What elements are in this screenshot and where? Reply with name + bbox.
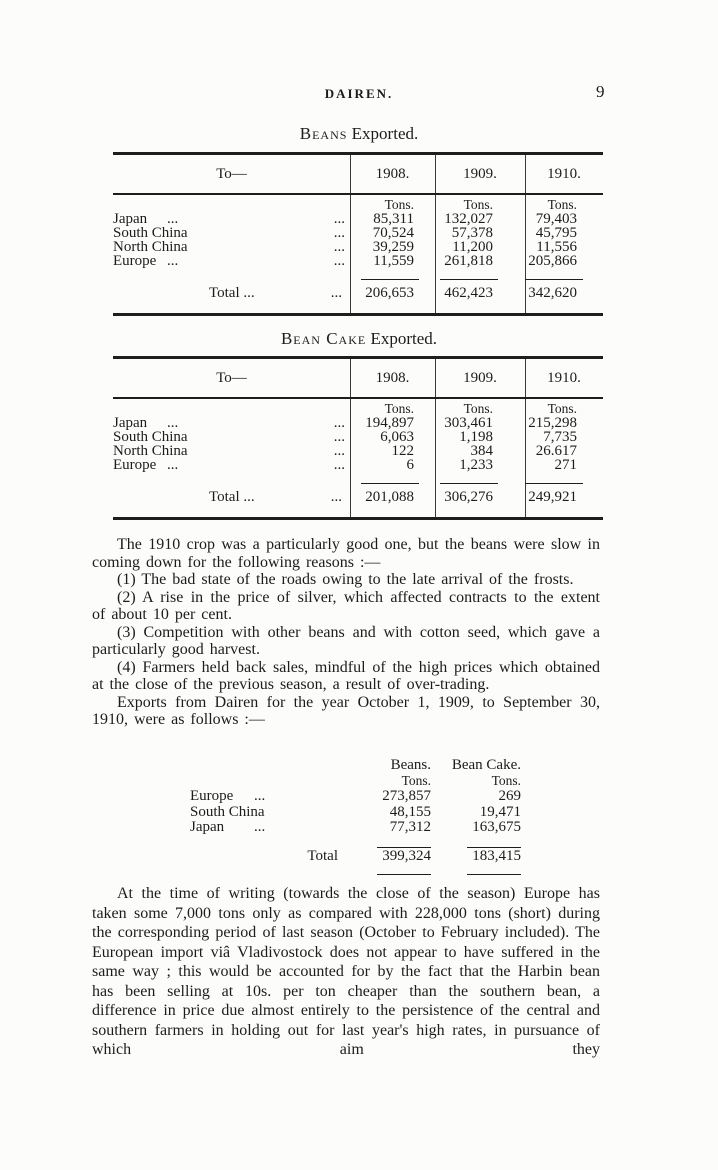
dot-leader: ... [333,253,345,269]
summary-bottom-rules [190,865,530,875]
title-smallcaps: Bean Cake [280,329,367,348]
total-separator-row [113,472,603,484]
title-rest: Exported. [347,124,419,143]
value-cell: 11,200 [452,239,493,255]
table-row [113,254,603,268]
tons-label: Tons. [463,401,493,416]
value-cell: 6 [406,457,414,473]
dot-leader: ... [254,819,266,835]
total-value: 201,088 [365,488,414,505]
paragraph: At the time of writing (towards the close of the season) Europe has taken some 7,000 tons only as compared with 228,000 tons (short) during the corresponding period of last season (October to February included). The European import viâ Vladivostock does not appear to have suffered in the same way ; this would be accounted for by the fact that the Harbin bean has been selling at 10s. per ton cheaper than the southern bean, a difference in price due almost entirely to the persistence of the central and southern farmers in holding out for last year's high rates, in pursuance of which aim they [92,885,600,1058]
dot-leader: ... [167,211,179,227]
beans-column-header: Beans. [390,757,431,773]
destination-label: Europe [113,457,157,473]
tons-unit-row [113,401,603,416]
dot-leader: ... [333,429,345,445]
value-cell: 79,403 [535,211,577,227]
paragraph: (1) The bad state of the roads owing to the late arrival of the frosts. [117,571,574,588]
paragraph: (4) Farmers held back sales, mindful of the high prices which obtained at the close of the previous season, a result of over-trading. [92,658,600,693]
title-smallcaps: Beans [299,124,348,143]
running-head: DAIREN. [324,86,394,101]
table-row [113,430,603,444]
tons-label: Tons. [384,401,414,416]
dot-leader: ... [333,239,345,255]
value-cell: 384 [470,443,493,459]
value-cell: 271 [554,457,577,473]
total-row [113,280,603,306]
total-label: Total ... [209,488,255,505]
paragraph: The 1910 crop was a particularly good one, but the beans were slow in coming down for the following reasons :— [92,536,600,571]
paragraph: (2) A rise in the price of silver, which affected contracts to the extent of about 10 per cent. [92,588,600,623]
destination-label: South China [190,803,265,820]
dot-leader: ... [333,225,345,241]
destination-label: Europe [190,788,234,804]
beans-exported-table [113,152,603,316]
total-value: 342,620 [528,284,577,301]
value-cell: 39,259 [372,239,414,255]
total-value: 462,423 [444,284,493,301]
destination-label: Europe [113,253,157,269]
paragraph: (3) Competition with other beans and with cotton seed, which gave a particularly good harvest. [92,623,600,658]
tons-label: Tons. [547,197,577,212]
to-column-header: To— [216,165,247,182]
bean-cake-column-header: Bean Cake. [451,757,521,773]
dot-leader: ... [330,284,342,301]
dot-leader: ... [254,788,266,804]
destination-label: South China [113,429,188,445]
year-column-header: 1909. [463,369,497,386]
destination-label: Japan [113,415,148,431]
year-column-header: 1908. [375,369,410,386]
total-separator-row [113,268,603,280]
total-value: 399,324 [382,847,431,864]
value-cell: 7,735 [543,429,577,445]
table-row [113,212,603,226]
title-rest: Exported. [366,329,438,348]
destination-label: Japan [113,211,148,227]
value-cell: 6,063 [380,429,414,445]
dot-leader: ... [333,443,345,459]
dot-leader: ... [333,415,345,431]
dot-leader: ... [333,457,345,473]
table-header-row [113,359,603,399]
total-label: Total ... [209,284,255,301]
dot-leader: ... [167,253,179,269]
beans-table-title [115,124,603,144]
summary-row [190,820,530,836]
value-cell: 26.617 [535,443,577,459]
bean-cake-exported-table [113,356,603,520]
value-cell: 1,233 [459,457,493,473]
exports-summary-table [190,757,530,875]
tons-label: Tons. [384,197,414,212]
value-cell: 11,559 [373,253,414,269]
value-cell: 45,795 [535,225,577,241]
destination-label: Japan [190,819,225,835]
dot-leader: ... [167,415,179,431]
table-header-row [113,155,603,195]
total-rule [467,874,521,875]
table-row [113,444,603,458]
value-cell: 1,198 [459,429,493,445]
year-column-header: 1910. [547,369,581,386]
value-cell: 303,461 [444,415,493,431]
value-cell: 85,311 [373,211,414,227]
value-cell: 163,675 [472,819,521,835]
total-value: 183,415 [472,847,521,864]
summary-tons-row [190,773,530,789]
value-cell: 57,378 [451,225,493,241]
to-column-header: To— [216,369,247,386]
destination-label: South China [113,225,188,241]
summary-total-separator [190,836,530,848]
page-number: 9 [596,82,605,101]
total-row [113,484,603,510]
total-label: Total [307,847,338,864]
value-cell: 215,298 [528,415,577,431]
paragraph: Exports from Dairen for the year October 1, 1909, to September 30, 1910, were as follows :— [92,693,600,728]
destination-label: North China [113,443,188,459]
summary-row [190,789,530,805]
destination-label: North China [113,239,188,255]
value-cell: 11,556 [536,239,577,255]
dot-leader: ... [330,488,342,505]
total-rule [377,874,431,875]
value-cell: 269 [498,788,521,804]
summary-row [190,805,530,821]
value-cell: 77,312 [389,819,431,835]
value-cell: 273,857 [382,788,431,804]
value-cell: 205,866 [528,253,577,269]
value-cell: 132,027 [444,211,493,227]
tons-label: Tons. [401,773,431,788]
table-row [113,416,603,430]
table-row [113,458,603,472]
tons-label: Tons. [547,401,577,416]
total-value: 306,276 [444,488,493,505]
total-value: 249,921 [528,488,577,505]
table-row [113,226,603,240]
bean-cake-table-title [115,329,603,349]
value-cell: 19,471 [479,803,521,820]
tons-unit-row [113,197,603,212]
dot-leader: ... [333,211,345,227]
value-cell: 48,155 [389,803,431,820]
value-cell: 122 [391,443,414,459]
year-column-header: 1908. [375,165,410,182]
body-text [92,536,600,729]
total-value: 206,653 [365,284,414,301]
value-cell: 70,524 [372,225,414,241]
summary-total-row [190,848,530,865]
closing-text [92,884,600,1060]
value-cell: 261,818 [444,253,493,269]
tons-label: Tons. [491,773,521,788]
summary-header-row [190,757,530,773]
tons-label: Tons. [463,197,493,212]
year-column-header: 1910. [547,165,581,182]
dot-leader: ... [167,457,179,473]
year-column-header: 1909. [463,165,497,182]
value-cell: 194,897 [365,415,414,431]
table-row [113,240,603,254]
